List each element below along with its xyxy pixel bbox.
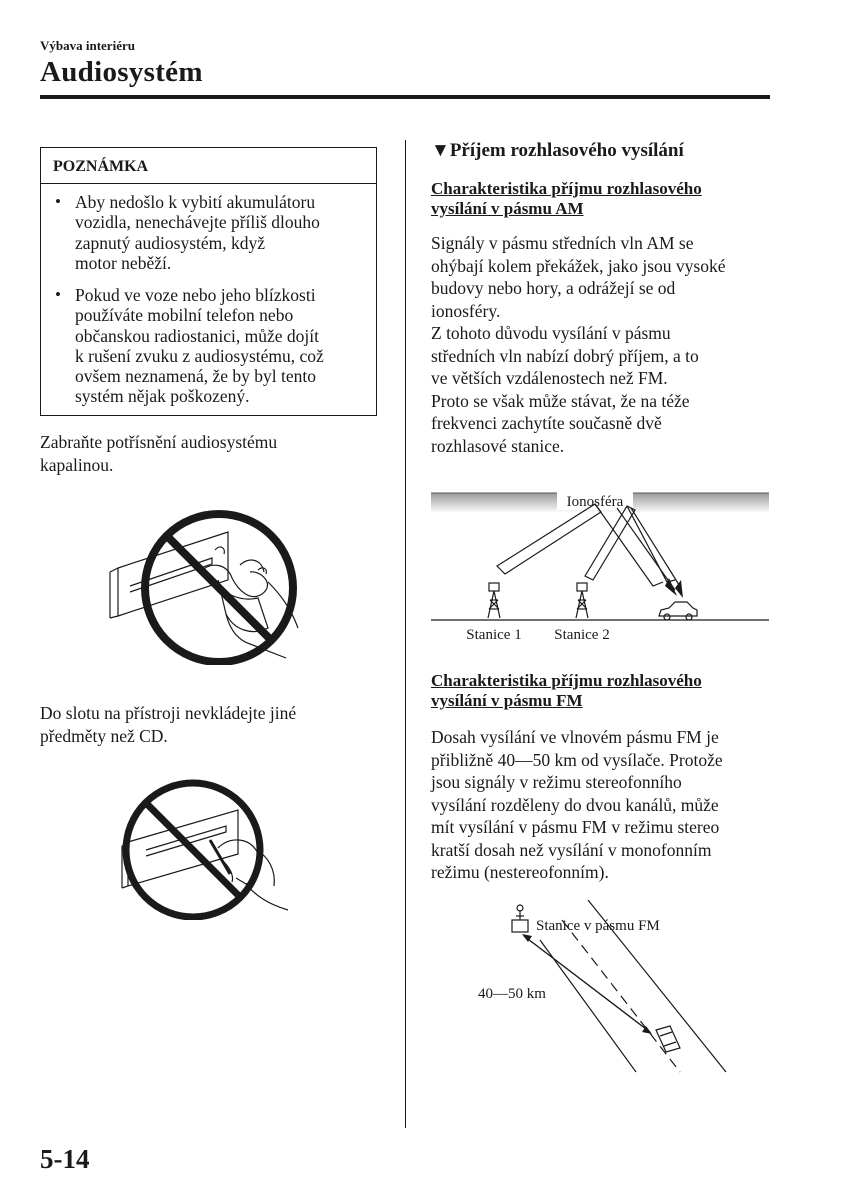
no-liquid-illustration bbox=[100, 510, 310, 665]
reception-heading-text: Příjem rozhlasového vysílání bbox=[449, 140, 684, 161]
page-title: Audiosystém bbox=[40, 56, 203, 88]
liquid-warning-text: Zabraňte potřísnění audiosystému kapalinou. bbox=[40, 432, 278, 475]
fm-transmitter-icon bbox=[512, 905, 528, 932]
am-propagation-diagram bbox=[431, 490, 771, 645]
station-1-label: Stanice 1 bbox=[466, 627, 522, 643]
no-foreign-object-illustration bbox=[118, 770, 293, 920]
am-subheading: Charakteristika příjmu rozhlasového vysílání v pásmu AM bbox=[431, 179, 702, 218]
title-rule bbox=[40, 95, 770, 99]
fm-station-label: Stanice v pásmu FM bbox=[536, 918, 660, 934]
car-icon bbox=[656, 1026, 680, 1052]
fm-body-text: Dosah vysílání ve vlnovém pásmu FM je přibližně 40―50 km od vysílače. Protože jsou signály v režimu stereofonního vysílání rozděleny do dvou kanálů, může mít vysílání v pásmu FM v režimu stereo kratší dosah než vysílání v monofonním režimu (nestereofonním). bbox=[431, 727, 723, 882]
ionosphere-label: Ionosféra bbox=[566, 494, 624, 510]
fm-subheading: Charakteristika příjmu rozhlasového vysílání v pásmu FM bbox=[431, 671, 702, 710]
note-item-interference: Pokud ve voze nebo jeho blízkosti používáte mobilní telefon nebo občanskou radiostanici, může dojít k rušení zvuku z audiosystému, což ovšem neznamená, že by byl tento systém nějak poškozený. bbox=[75, 285, 324, 407]
note-heading: POZNÁMKA bbox=[41, 148, 376, 184]
page-number: 5-14 bbox=[40, 1144, 90, 1174]
bullet-icon: • bbox=[55, 192, 61, 211]
station-2-label: Stanice 2 bbox=[554, 627, 610, 643]
range-arrow bbox=[524, 936, 650, 1032]
triangle-down-icon: ▼ bbox=[431, 140, 450, 161]
fm-range-diagram bbox=[470, 900, 730, 1075]
cd-slot-warning-text: Do slotu na přístroji nevkládejte jiné předměty než CD. bbox=[40, 703, 297, 746]
note-box bbox=[40, 147, 377, 416]
range-distance-label: 40―50 km bbox=[478, 986, 546, 1002]
am-body-text: Signály v pásmu středních vln AM se ohýbají kolem překážek, jako jsou vysoké budovy nebo hory, a odrážejí se od ionosféry. Z tohoto důvodu vysílání v pásmu středních vln nabízí dobrý příjem, a to ve větších vzdálenostech než FM. Proto se však může stávat, že na téže frekvenci zachytíte současně dvě rozhlasové stanice. bbox=[431, 233, 726, 456]
tower-icon bbox=[488, 583, 500, 618]
section-label: Výbava interiéru bbox=[40, 38, 135, 53]
reception-heading bbox=[431, 140, 776, 162]
bullet-icon: • bbox=[55, 285, 61, 304]
note-item-battery: Aby nedošlo k vybití akumulátoru vozidla, nenechávejte příliš dlouho zapnutý audiosystém, když motor neběží. bbox=[75, 192, 320, 273]
tower-icon bbox=[576, 583, 588, 618]
column-divider bbox=[405, 140, 406, 1128]
car-icon bbox=[659, 602, 697, 620]
